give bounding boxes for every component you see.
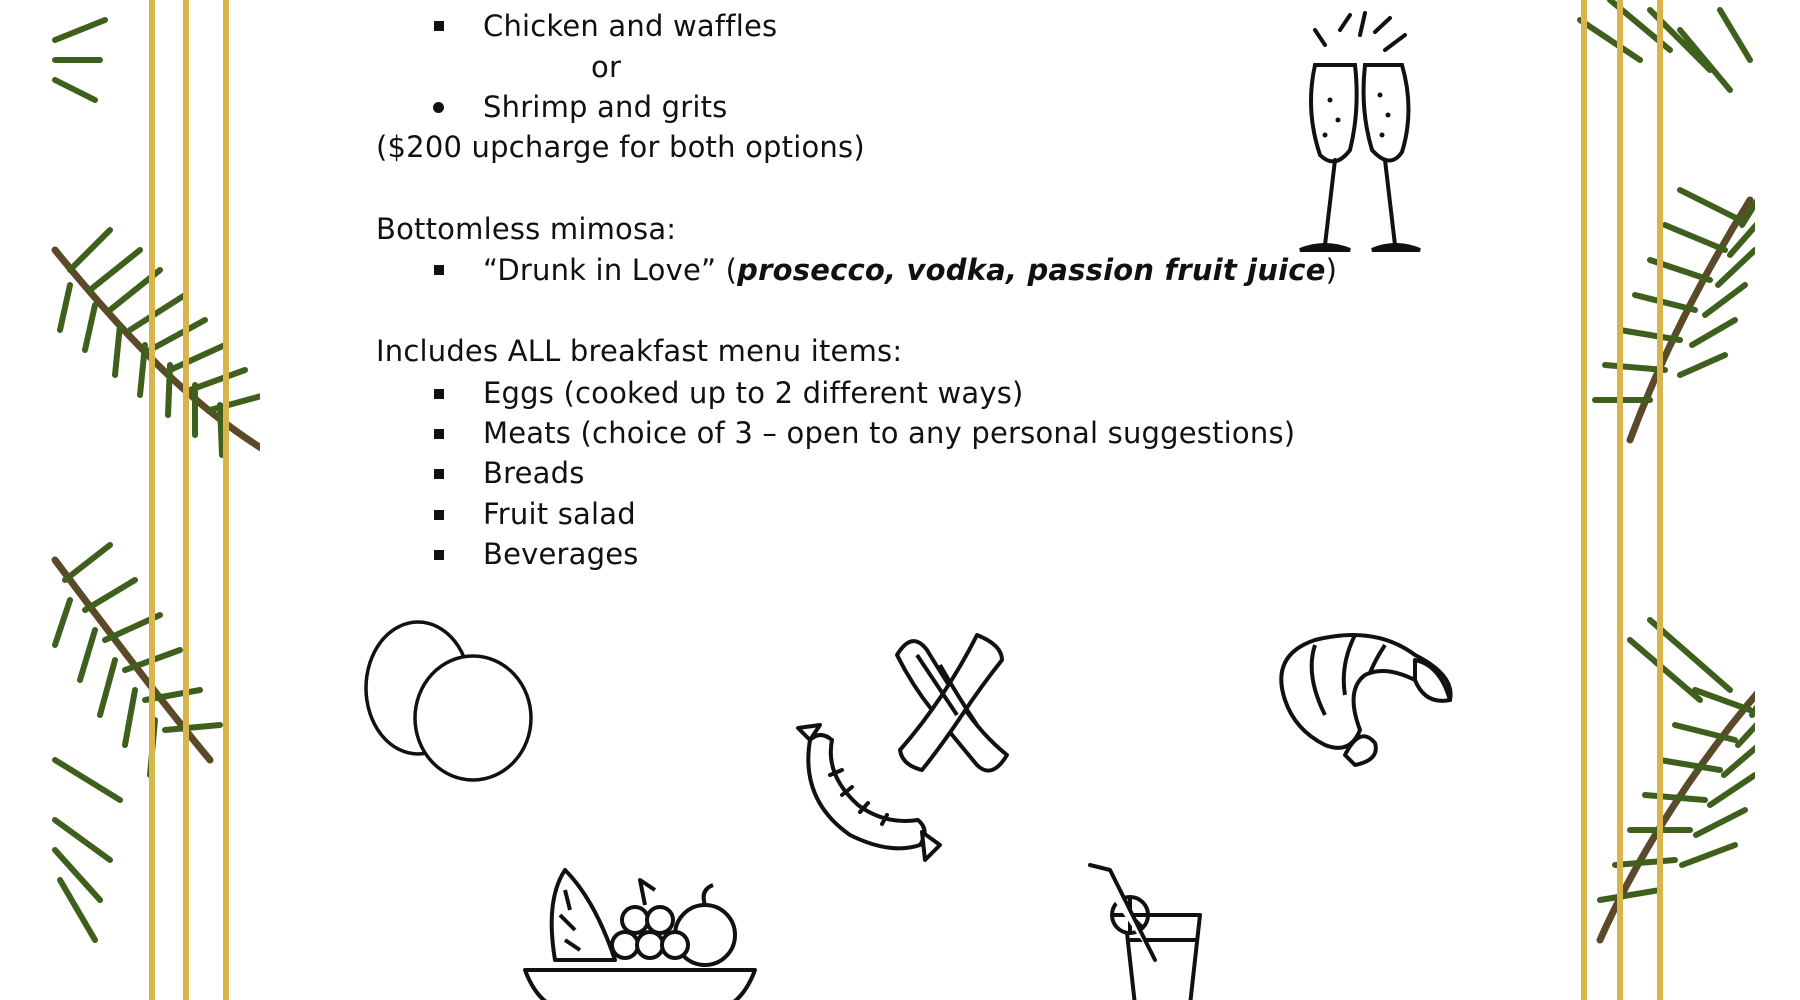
breakfast-item: Fruit salad xyxy=(483,497,636,531)
bullet-square xyxy=(434,429,444,439)
mimosa-item-name: “Drunk in Love” ( xyxy=(483,253,738,287)
mimosa-ingredients: prosecco, vodka, passion fruit juice xyxy=(737,253,1326,287)
sausage-icon xyxy=(790,720,950,870)
fruit-bowl-icon xyxy=(515,860,765,1000)
left-pine-decoration xyxy=(0,0,260,1000)
entree-option-2: Shrimp and grits xyxy=(483,90,728,124)
bullet-square xyxy=(434,510,444,520)
bullet-square xyxy=(434,550,444,560)
bullet-square xyxy=(434,389,444,399)
mimosa-item-close: ) xyxy=(1325,253,1338,287)
croissant-icon xyxy=(1265,615,1465,775)
entree-option-1: Chicken and waffles xyxy=(483,9,778,43)
mimosa-item xyxy=(483,250,1337,290)
right-pine-decoration xyxy=(1480,0,1800,1000)
champagne-toast-icon xyxy=(1280,10,1460,270)
upcharge-note: ($200 upcharge for both options) xyxy=(376,130,865,164)
breakfast-item: Breads xyxy=(483,456,585,490)
mimosa-heading: Bottomless mimosa: xyxy=(376,212,677,246)
breakfast-heading: Includes ALL breakfast menu items: xyxy=(376,334,903,368)
entree-or: or xyxy=(591,50,622,84)
breakfast-item: Meats (choice of 3 – open to any personal suggestions) xyxy=(483,416,1296,450)
eggs-icon xyxy=(358,618,548,788)
bullet-square xyxy=(434,469,444,479)
breakfast-item: Eggs (cooked up to 2 different ways) xyxy=(483,376,1024,410)
breakfast-item: Beverages xyxy=(483,537,639,571)
bullet-square xyxy=(434,21,444,31)
bullet-square xyxy=(434,265,444,275)
juice-glass-icon xyxy=(1085,860,1215,1000)
bullet-dot xyxy=(433,102,444,113)
